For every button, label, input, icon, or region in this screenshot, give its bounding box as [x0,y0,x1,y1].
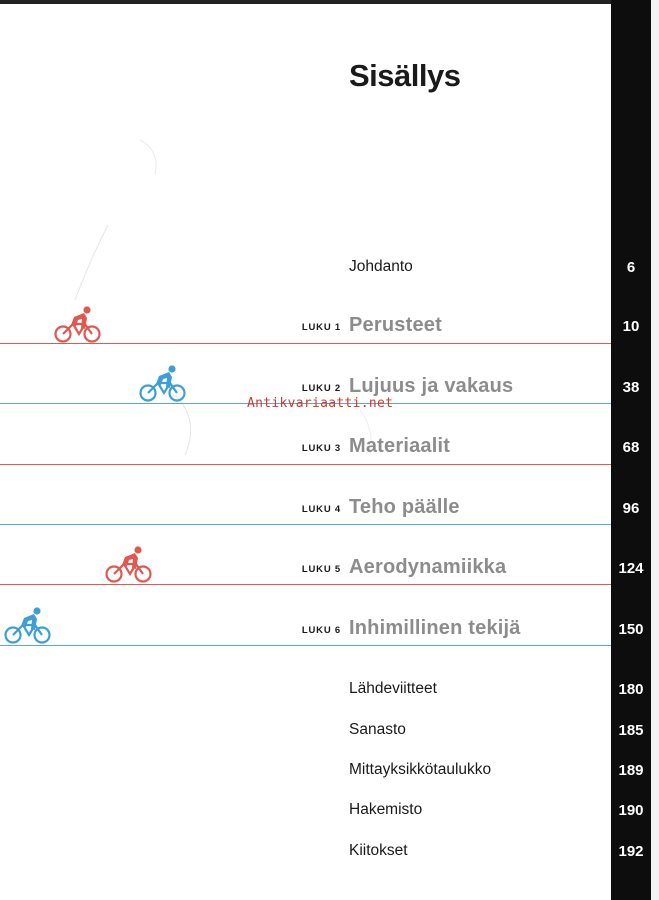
chapter-title: Teho päälle [349,496,460,518]
toc-entry-title: Johdanto [349,258,413,275]
toc-page-number: 190 [618,802,644,819]
chapter-title: Aerodynamiikka [349,556,507,578]
watermark: Antikvariaatti.net [247,396,394,411]
chapter-title: Inhimillinen tekijä [349,617,521,639]
chapter-5-rule [0,584,611,585]
chapter-label: LUKU 1 [301,322,341,333]
chapter-label: LUKU 3 [301,443,341,454]
chapter-6-rule [0,645,611,646]
toc-page-number: 38 [622,379,640,396]
toc-page-number: 189 [618,762,644,779]
page-edge [651,0,659,900]
chapter-label: LUKU 2 [301,383,341,394]
toc-page-number: 150 [618,621,644,638]
chapter-3-rule [0,464,611,465]
chapter-title: Lujuus ja vakaus [349,375,514,397]
toc-entry-title: Sanasto [349,721,406,738]
toc-page-number: 68 [622,439,640,456]
chapter-label: LUKU 4 [301,504,341,515]
page-title: Sisällys [349,58,461,93]
toc-entry-title: Kiitokset [349,842,408,859]
toc-entry-title: Hakemisto [349,801,423,818]
toc-entry-title: Lähdeviitteet [349,680,437,697]
toc-entry-title: Mittayksikkötaulukko [349,761,492,778]
toc-page-number: 6 [626,259,636,276]
toc-page-number: 96 [622,500,640,517]
chapter-label: LUKU 5 [301,564,341,575]
toc-page-number: 10 [622,318,640,335]
toc-page-number: 185 [618,722,644,739]
chapter-label: LUKU 6 [301,625,341,636]
toc-page-number: 180 [618,681,644,698]
chapter-title: Perusteet [349,314,442,336]
toc-page-number: 124 [618,560,644,577]
chapter-4-rule [0,524,611,525]
toc-page-number: 192 [618,843,644,860]
chapter-title: Materiaalit [349,435,451,457]
